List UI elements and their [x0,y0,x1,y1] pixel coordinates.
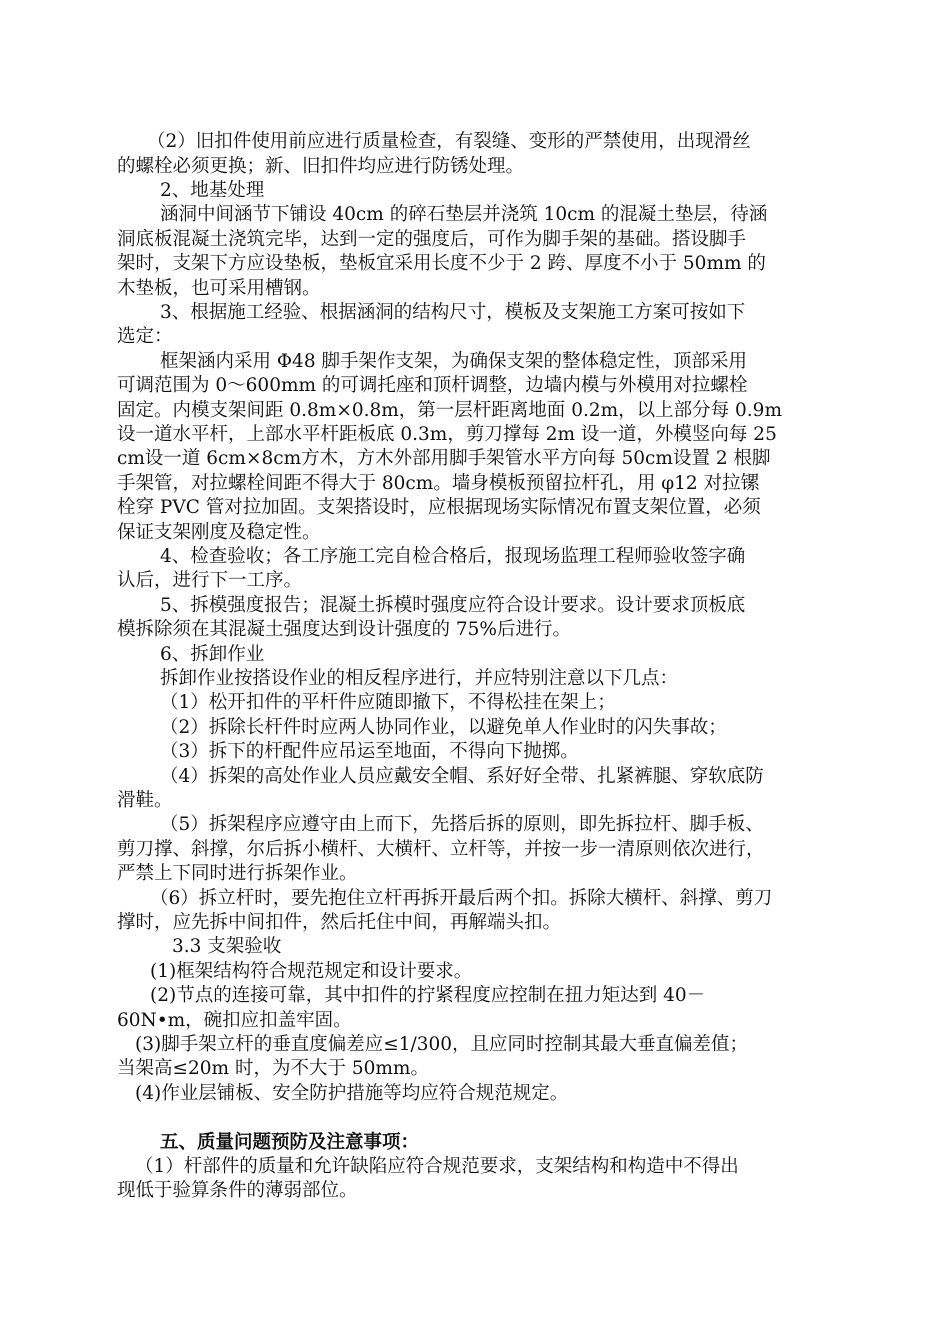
list-item: （1）杆部件的质量和允许缺陷应符合规范要求，支架结构和构造中不得出 [135,1156,739,1177]
text-line: 严禁上下同时进行拆架作业。 [117,863,358,884]
list-item: (3)脚手架立杆的垂直度偏差应≤1/300，且应同时控制其最大垂直偏差值； [135,1034,749,1055]
text-line: 架时，支架下方应设垫板，垫板宜采用长度不少于 2 跨、厚度不小于 50mm 的 [117,253,766,274]
list-item: （5）拆架程序应遵守由上而下，先搭后拆的原则，即先拆拉杆、脚手板、 [160,814,764,835]
text-line: 60N•m，碗扣应扣盖牢固。 [117,1010,352,1031]
text-line: 撑时，应先拆中间扣件，然后托住中间，再解端头扣。 [117,912,562,933]
text-line: 拆卸作业按搭设作业的相反程序进行，并应特别注意以下几点： [160,668,679,689]
list-item: (2)节点的连接可靠，其中扣件的拧紧程度应控制在扭力矩达到 40－ [150,985,706,1006]
section-heading: 3.3 支架验收 [172,936,282,957]
text-line: 木垫板，也可采用槽钢。 [117,278,321,299]
text-line: （2）旧扣件使用前应进行质量检查，有裂缝、变形的严禁使用，出现滑丝 [147,131,751,152]
list-item: （3）拆下的杆配件应吊运至地面，不得向下抛掷。 [160,741,579,762]
section-heading: 4、检查验收；各工序施工完自检合格后，报现场监理工程师验收签字确 [160,546,746,567]
text-line: 洞底板混凝土浇筑完毕，达到一定的强度后，可作为脚手架的基础。搭设脚手 [117,229,747,250]
text-line: 认后，进行下一工序。 [117,570,303,591]
section-heading: 2、地基处理 [160,180,265,201]
list-item: (4)作业层铺板、安全防护措施等均应符合规范规定。 [135,1083,569,1104]
chapter-heading: 五、质量问题预防及注意事项： [160,1132,420,1153]
text-line: 模拆除须在其混凝土强度达到设计强度的 75%后进行。 [117,619,572,640]
list-item: （1）松开扣件的平杆件应随即撤下，不得松挂在架上； [160,692,616,713]
section-heading: 6、拆卸作业 [160,644,265,665]
text-line: 可调范围为 0～600mm 的可调托座和顶杆调整，边墙内模与外模用对拉螺栓 [117,375,748,396]
text-line: 手架管，对拉螺栓间距不得大于 80cm。墙身模板预留拉杆孔，用 φ12 对拉镙 [117,473,760,494]
list-item: （4）拆架的高处作业人员应戴安全帽、系好好全带、扎紧裤腿、穿软底防 [160,766,764,787]
list-item: （6）拆立杆时，要先抱住立杆再拆开最后两个扣。拆除大横杆、斜撑、剪刀 [150,888,773,909]
text-line: 当架高≤20m 时，为不大于 50mm。 [117,1058,429,1079]
text-line: 选定： [117,326,173,347]
section-heading: 5、拆模强度报告；混凝土拆模时强度应符合设计要求。设计要求顶板底 [160,595,746,616]
text-line: 现低于验算条件的薄弱部位。 [117,1180,358,1201]
text-line: cm设一道 6cm×8cm方木，方木外部用脚手架管水平方向每 50cm设置 2 根脚 [117,448,771,469]
section-heading: 3、根据施工经验、根据涵洞的结构尺寸，模板及支架施工方案可按如下 [160,302,746,323]
text-line: 滑鞋。 [117,790,173,811]
text-line: 剪刀撑、斜撑，尔后拆小横杆、大横杆、立杆等，并按一步一清原则依次进行， [117,839,765,860]
text-line: 栓穿 PVC 管对拉加固。支架搭设时，应根据现场实际情况布置支架位置，必须 [117,497,761,518]
list-item: （2）拆除长杆件时应两人协同作业，以避免单人作业时的闪失事故； [160,717,727,738]
text-line: 设一道水平杆，上部水平杆距板底 0.3m，剪刀撑每 2m 设一道，外模竖向每 25 [117,424,777,445]
text-line: 保证支架刚度及稳定性。 [117,522,321,543]
text-line: 框架涵内采用 Φ48 脚手架作支架，为确保支架的整体稳定性，顶部采用 [160,351,747,372]
text-line: 涵洞中间涵节下铺设 40cm 的碎石垫层并浇筑 10cm 的混凝土垫层，待涵 [160,204,768,225]
text-line: 固定。内模支架间距 0.8m×0.8m，第一层杆距离地面 0.2m，以上部分每 0.9m [117,400,782,421]
list-item: (1)框架结构符合规范规定和设计要求。 [150,961,473,982]
text-line: 的螺栓必须更换；新、旧扣件均应进行防锈处理。 [117,156,525,177]
